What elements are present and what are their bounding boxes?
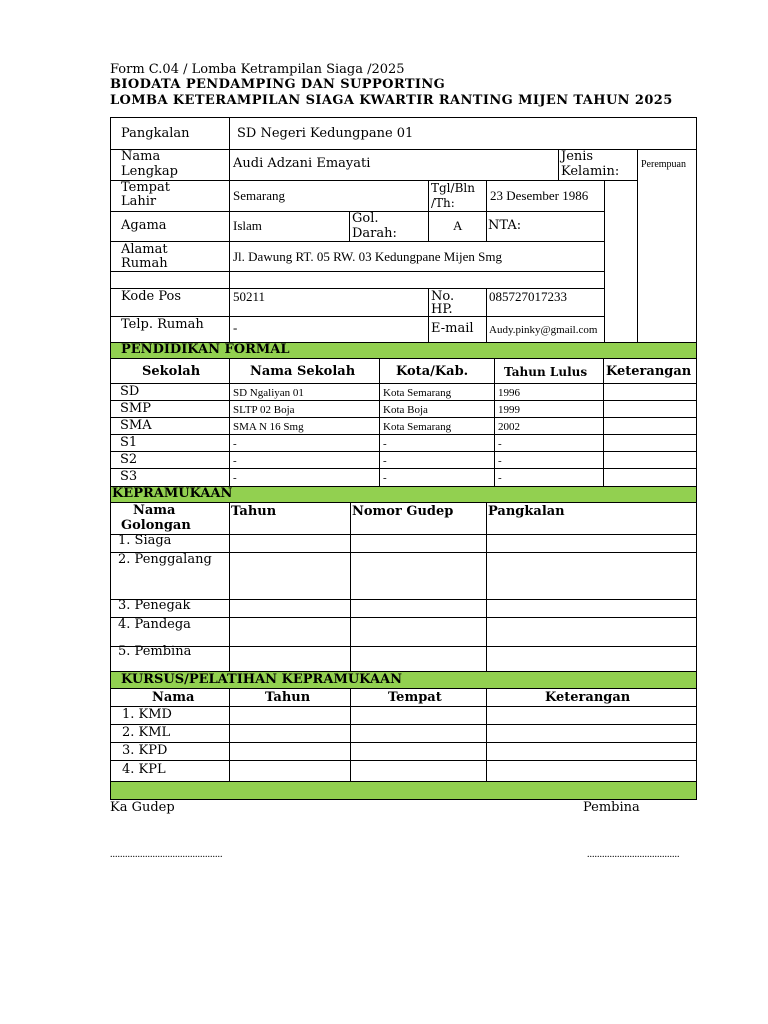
kursus-row-kml: 2. KML xyxy=(122,725,171,740)
nama-label-2: Lengkap xyxy=(121,164,178,179)
pend-row-city: - xyxy=(383,455,387,467)
pend-h-kota: Kota/Kab. xyxy=(396,364,469,379)
pend-row-school: SMA N 16 Smg xyxy=(233,421,304,433)
pend-row-city: Kota Boja xyxy=(383,404,428,416)
pend-row-year: 1996 xyxy=(498,387,520,399)
pend-row-year: - xyxy=(498,438,502,450)
hp-label-1: No. xyxy=(431,289,455,304)
pend-h-nama: Nama Sekolah xyxy=(250,364,356,379)
nama-value: Audi Adzani Emayati xyxy=(233,156,371,171)
nama-label-1: Nama xyxy=(121,149,161,164)
tgl-value: 23 Desember 1986 xyxy=(490,188,589,203)
kepramukaan-title: KEPRAMUKAAN xyxy=(112,486,233,501)
gol-value: A xyxy=(453,218,463,233)
tempat-label-2: Lahir xyxy=(121,194,157,209)
agama-value: Islam xyxy=(233,218,262,233)
jk-label-2: Kelamin: xyxy=(561,164,620,179)
pend-row-school: - xyxy=(233,438,237,450)
bottom-green-bar xyxy=(110,781,697,800)
ka-gudep-label: Ka Gudep xyxy=(110,800,175,815)
kep-h-pangkalan: Pangkalan xyxy=(488,504,565,519)
pend-row-year: 2002 xyxy=(498,421,520,433)
pend-row-level: SMP xyxy=(120,401,151,416)
pend-row-city: Kota Semarang xyxy=(383,387,452,399)
kep-row-penggalang: 2. Penggalang xyxy=(118,552,212,567)
pend-row-level: SD xyxy=(120,384,140,399)
kep-row-penegak: 3. Penegak xyxy=(118,598,191,613)
pangkalan-label: Pangkalan xyxy=(121,126,190,141)
pend-row-level: SMA xyxy=(120,418,152,433)
kursus-h-tempat: Tempat xyxy=(388,690,442,705)
kep-h-nama-2: Golongan xyxy=(121,518,191,533)
pend-h-keterangan: Keterangan xyxy=(606,364,692,379)
telp-label: Telp. Rumah xyxy=(121,317,204,332)
pend-h-sekolah: Sekolah xyxy=(142,364,201,379)
kursus-h-tahun: Tahun xyxy=(265,690,311,705)
alamat-label-1: Alamat xyxy=(121,242,168,257)
biodata-table xyxy=(110,117,697,343)
pend-row-year: 1999 xyxy=(498,404,520,416)
ka-gudep-signature-line: ............................................. xyxy=(110,849,223,860)
email-label: E-mail xyxy=(431,321,474,336)
kursus-row-kmd: 1. KMD xyxy=(122,707,172,722)
pend-row-city: - xyxy=(383,472,387,484)
pend-row-year: - xyxy=(498,472,502,484)
tempat-value: Semarang xyxy=(233,188,285,203)
alamat-label-2: Rumah xyxy=(121,256,168,271)
pend-row-year: - xyxy=(498,455,502,467)
pembina-label: Pembina xyxy=(583,800,640,815)
gol-label-2: Darah: xyxy=(352,226,397,241)
gol-label-1: Gol. xyxy=(352,211,379,226)
kursus-row-kpd: 3. KPD xyxy=(122,743,168,758)
alamat-value: Jl. Dawung RT. 05 RW. 03 Kedungpane Mijen Smg xyxy=(233,249,502,264)
kep-row-pandega: 4. Pandega xyxy=(118,617,191,632)
pend-row-school: - xyxy=(233,455,237,467)
pendidikan-title: PENDIDIKAN FORMAL xyxy=(121,342,290,357)
pembina-signature-line: ..................................... xyxy=(587,849,680,860)
kodepos-value: 50211 xyxy=(233,289,266,304)
kursus-row-kpl: 4. KPL xyxy=(122,762,166,777)
form-code: Form C.04 / Lomba Ketrampilan Siaga /2025 xyxy=(110,62,405,77)
pend-row-level: S1 xyxy=(120,435,138,450)
email-value: Audy.pinky@gmail.com xyxy=(489,324,598,336)
kursus-title: KURSUS/PELATIHAN KEPRAMUKAAN xyxy=(121,672,402,687)
form-subtitle: LOMBA KETERAMPILAN SIAGA KWARTIR RANTING MIJEN TAHUN 2025 xyxy=(110,93,673,108)
kep-h-nama-1: Nama xyxy=(133,503,176,518)
tgl-label-2: /Th: xyxy=(431,196,455,210)
hp-value: 085727017233 xyxy=(489,289,567,304)
telp-value: - xyxy=(233,320,238,335)
pend-h-tahun: Tahun Lulus xyxy=(504,365,588,379)
kursus-h-keterangan: Keterangan xyxy=(545,690,631,705)
nta-label: NTA: xyxy=(488,218,522,233)
pangkalan-value: SD Negeri Kedungpane 01 xyxy=(237,126,414,141)
pend-row-school: SLTP 02 Boja xyxy=(233,404,295,416)
pend-row-level: S3 xyxy=(120,469,138,484)
kodepos-label: Kode Pos xyxy=(121,289,182,304)
agama-label: Agama xyxy=(121,218,167,233)
pend-row-school: SD Ngaliyan 01 xyxy=(233,387,304,399)
form-title: BIODATA PENDAMPING DAN SUPPORTING xyxy=(110,77,446,92)
kursus-h-nama: Nama xyxy=(152,690,195,705)
pend-row-school: - xyxy=(233,472,237,484)
kep-h-tahun: Tahun xyxy=(231,504,277,519)
hp-label-2: HP. xyxy=(431,302,453,317)
tgl-label-1: Tgl/Bln xyxy=(431,181,475,195)
kep-row-siaga: 1. Siaga xyxy=(118,533,172,548)
pend-row-level: S2 xyxy=(120,452,138,467)
jk-value: Perempuan xyxy=(641,159,686,170)
tempat-label-1: Tempat xyxy=(121,180,170,195)
jk-label-1: Jenis xyxy=(561,149,594,164)
pend-row-city: - xyxy=(383,438,387,450)
kep-row-pembina: 5. Pembina xyxy=(118,644,192,659)
kep-h-gudep: Nomor Gudep xyxy=(352,504,454,519)
pend-row-city: Kota Semarang xyxy=(383,421,452,433)
